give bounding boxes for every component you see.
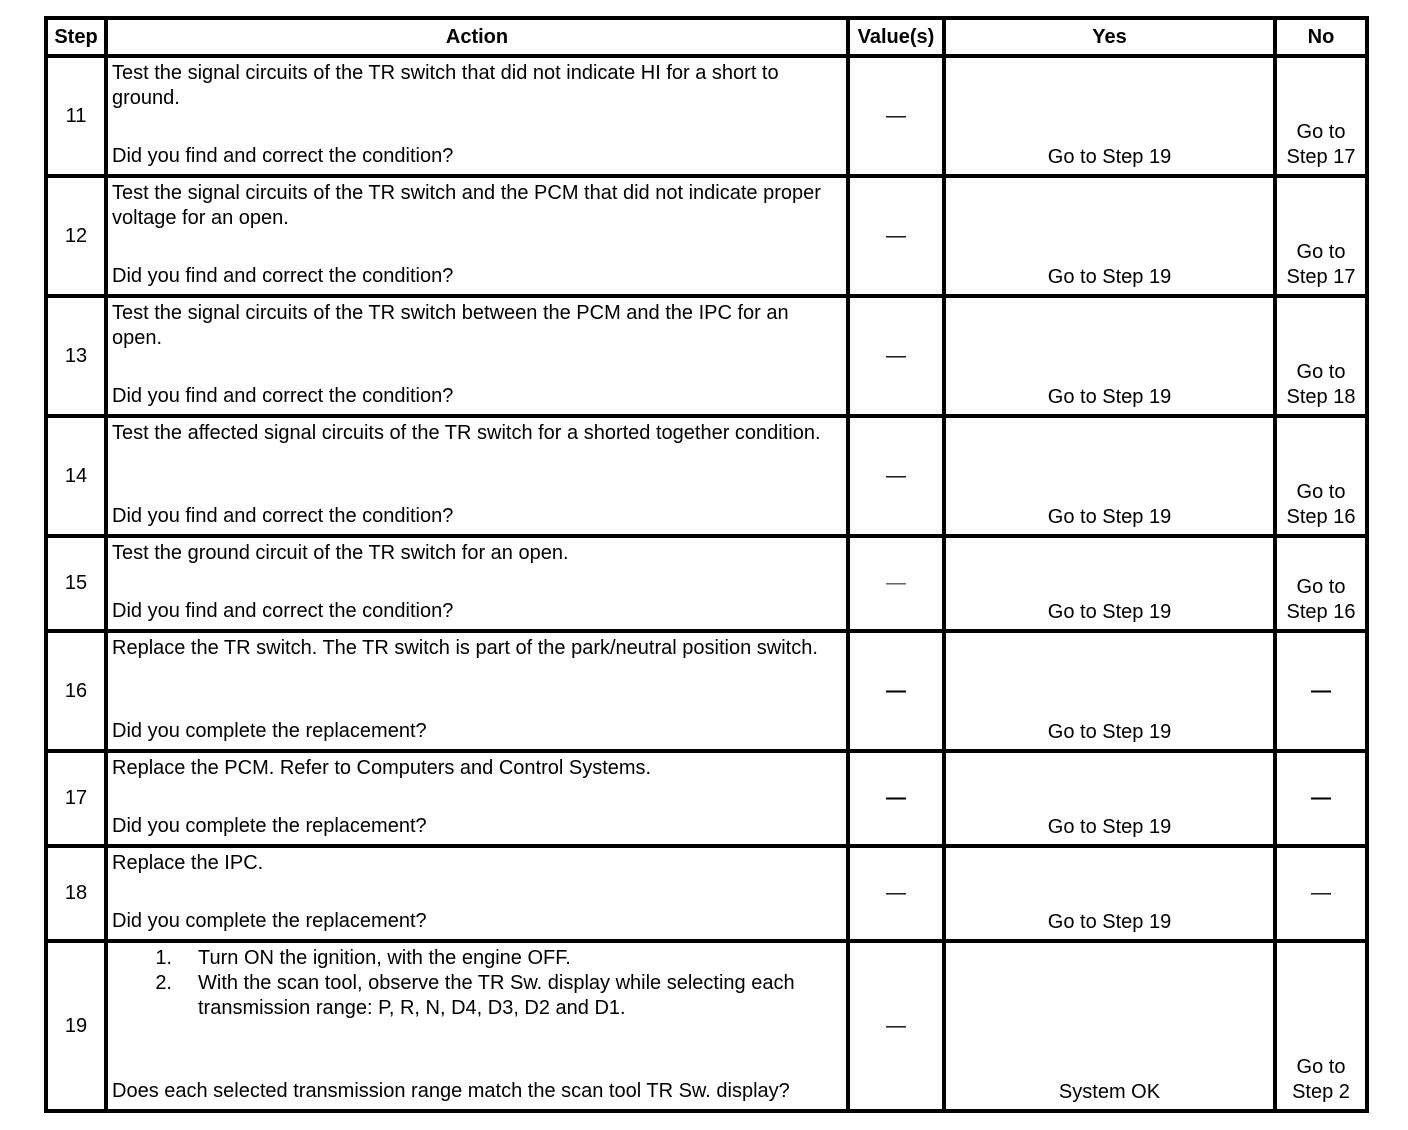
action-cell [106, 846, 848, 941]
table-row [46, 416, 1367, 536]
yes-cell: Go to Step 19 [944, 846, 1275, 941]
value-cell [848, 751, 944, 846]
action-question: Did you find and correct the condition? [112, 600, 454, 622]
action-cell [106, 536, 848, 631]
value-cell [848, 631, 944, 751]
yes-cell: Go to Step 19 [944, 751, 1275, 846]
value-cell [848, 56, 944, 176]
no-text: Go to Step 17 [1286, 241, 1356, 288]
no-dash: — [1311, 787, 1331, 809]
value-dash: — [886, 882, 906, 904]
value-dash: — [886, 344, 906, 367]
value-cell [848, 536, 944, 631]
yes-cell: Go to Step 19 [944, 296, 1275, 416]
table-row [46, 56, 1367, 176]
action-question: Did you find and correct the condition? [112, 385, 454, 407]
no-text: Go to Step 18 [1286, 361, 1356, 408]
no-dash: — [1311, 882, 1331, 904]
table-row [46, 846, 1367, 941]
no-dash: — [1311, 679, 1331, 702]
action-text: Replace the IPC. [112, 852, 264, 874]
action-question: Does each selected transmission range match the scan tool TR Sw. display? [112, 1080, 790, 1102]
no-cell [1275, 631, 1367, 751]
yes-cell: Go to Step 19 [944, 416, 1275, 536]
action-cell [106, 751, 848, 846]
yes-cell: Go to Step 19 [944, 631, 1275, 751]
value-dash: — [886, 1014, 906, 1037]
substep-number: 1. [155, 947, 172, 969]
table-row [46, 751, 1367, 846]
action-cell [106, 176, 848, 296]
header-step: Step [46, 18, 106, 56]
table-row [46, 176, 1367, 296]
action-text: Replace the TR switch. The TR switch is part of the park/neutral position switch. [112, 637, 818, 659]
step-number: 19 [46, 941, 106, 1111]
value-cell [848, 296, 944, 416]
step-number: 17 [46, 751, 106, 846]
action-question: Did you find and correct the condition? [112, 505, 454, 527]
action-text: Replace the PCM. Refer to Computers and Control Systems. [112, 757, 652, 779]
action-text: Test the affected signal circuits of the TR switch for a shorted together condition. [112, 422, 821, 444]
no-cell [1275, 941, 1367, 1111]
value-dash: — [886, 104, 906, 127]
action-cell [106, 941, 848, 1111]
step-number: 16 [46, 631, 106, 751]
action-question: Did you complete the replacement? [112, 720, 427, 742]
action-text: Test the signal circuits of the TR switch that did not indicate HI for a short to ground. [112, 62, 779, 109]
action-text: Test the signal circuits of the TR switch and the PCM that did not indicate proper voltage for an open. [112, 182, 821, 229]
diagnostic-table [44, 16, 1369, 1113]
no-cell [1275, 176, 1367, 296]
step-number: 14 [46, 416, 106, 536]
table-row [46, 296, 1367, 416]
no-cell [1275, 751, 1367, 846]
header-no: No [1275, 18, 1367, 56]
yes-cell: Go to Step 19 [944, 176, 1275, 296]
table-row [46, 941, 1367, 1111]
no-cell [1275, 416, 1367, 536]
action-question: Did you find and correct the condition? [112, 145, 454, 167]
action-question: Did you complete the replacement? [112, 815, 427, 837]
table-row [46, 631, 1367, 751]
step-number: 18 [46, 846, 106, 941]
yes-cell: Go to Step 19 [944, 56, 1275, 176]
yes-cell: System OK [944, 941, 1275, 1111]
action-cell [106, 56, 848, 176]
action-question: Did you find and correct the condition? [112, 265, 454, 287]
no-text: Go to Step 2 [1292, 1056, 1350, 1103]
table-row [46, 536, 1367, 631]
header-row [46, 18, 1367, 56]
action-cell [106, 416, 848, 536]
substep-number: 2. [155, 972, 172, 994]
value-cell [848, 941, 944, 1111]
value-dash: — [886, 679, 906, 702]
value-cell [848, 416, 944, 536]
no-cell [1275, 846, 1367, 941]
list-item [112, 971, 842, 1021]
list-item [112, 946, 842, 971]
substep-text: With the scan tool, observe the TR Sw. display while selecting each transmission range: P, R, N, D4, D3, D2 and D1. [198, 972, 795, 1019]
no-text: Go to Step 16 [1286, 481, 1356, 528]
value-cell [848, 846, 944, 941]
value-dash: — [886, 787, 906, 809]
yes-cell: Go to Step 19 [944, 536, 1275, 631]
value-dash: — [886, 224, 906, 247]
no-cell [1275, 536, 1367, 631]
step-number: 13 [46, 296, 106, 416]
step-number: 12 [46, 176, 106, 296]
no-text: Go to Step 17 [1286, 121, 1356, 168]
no-cell [1275, 296, 1367, 416]
substep-list [112, 946, 842, 1021]
action-cell [106, 296, 848, 416]
action-text: Test the ground circuit of the TR switch for an open. [112, 542, 569, 564]
header-values: Value(s) [848, 18, 944, 56]
no-text: Go to Step 16 [1286, 576, 1356, 623]
action-question: Did you complete the replacement? [112, 910, 427, 932]
value-dash: — [886, 572, 906, 594]
value-dash: — [886, 464, 906, 487]
value-cell [848, 176, 944, 296]
action-cell [106, 631, 848, 751]
step-number: 11 [46, 56, 106, 176]
no-cell [1275, 56, 1367, 176]
action-text: Test the signal circuits of the TR switch between the PCM and the IPC for an open. [112, 302, 789, 349]
step-number: 15 [46, 536, 106, 631]
header-yes: Yes [944, 18, 1275, 56]
header-action: Action [106, 18, 848, 56]
substep-text: Turn ON the ignition, with the engine OFF. [198, 947, 571, 969]
